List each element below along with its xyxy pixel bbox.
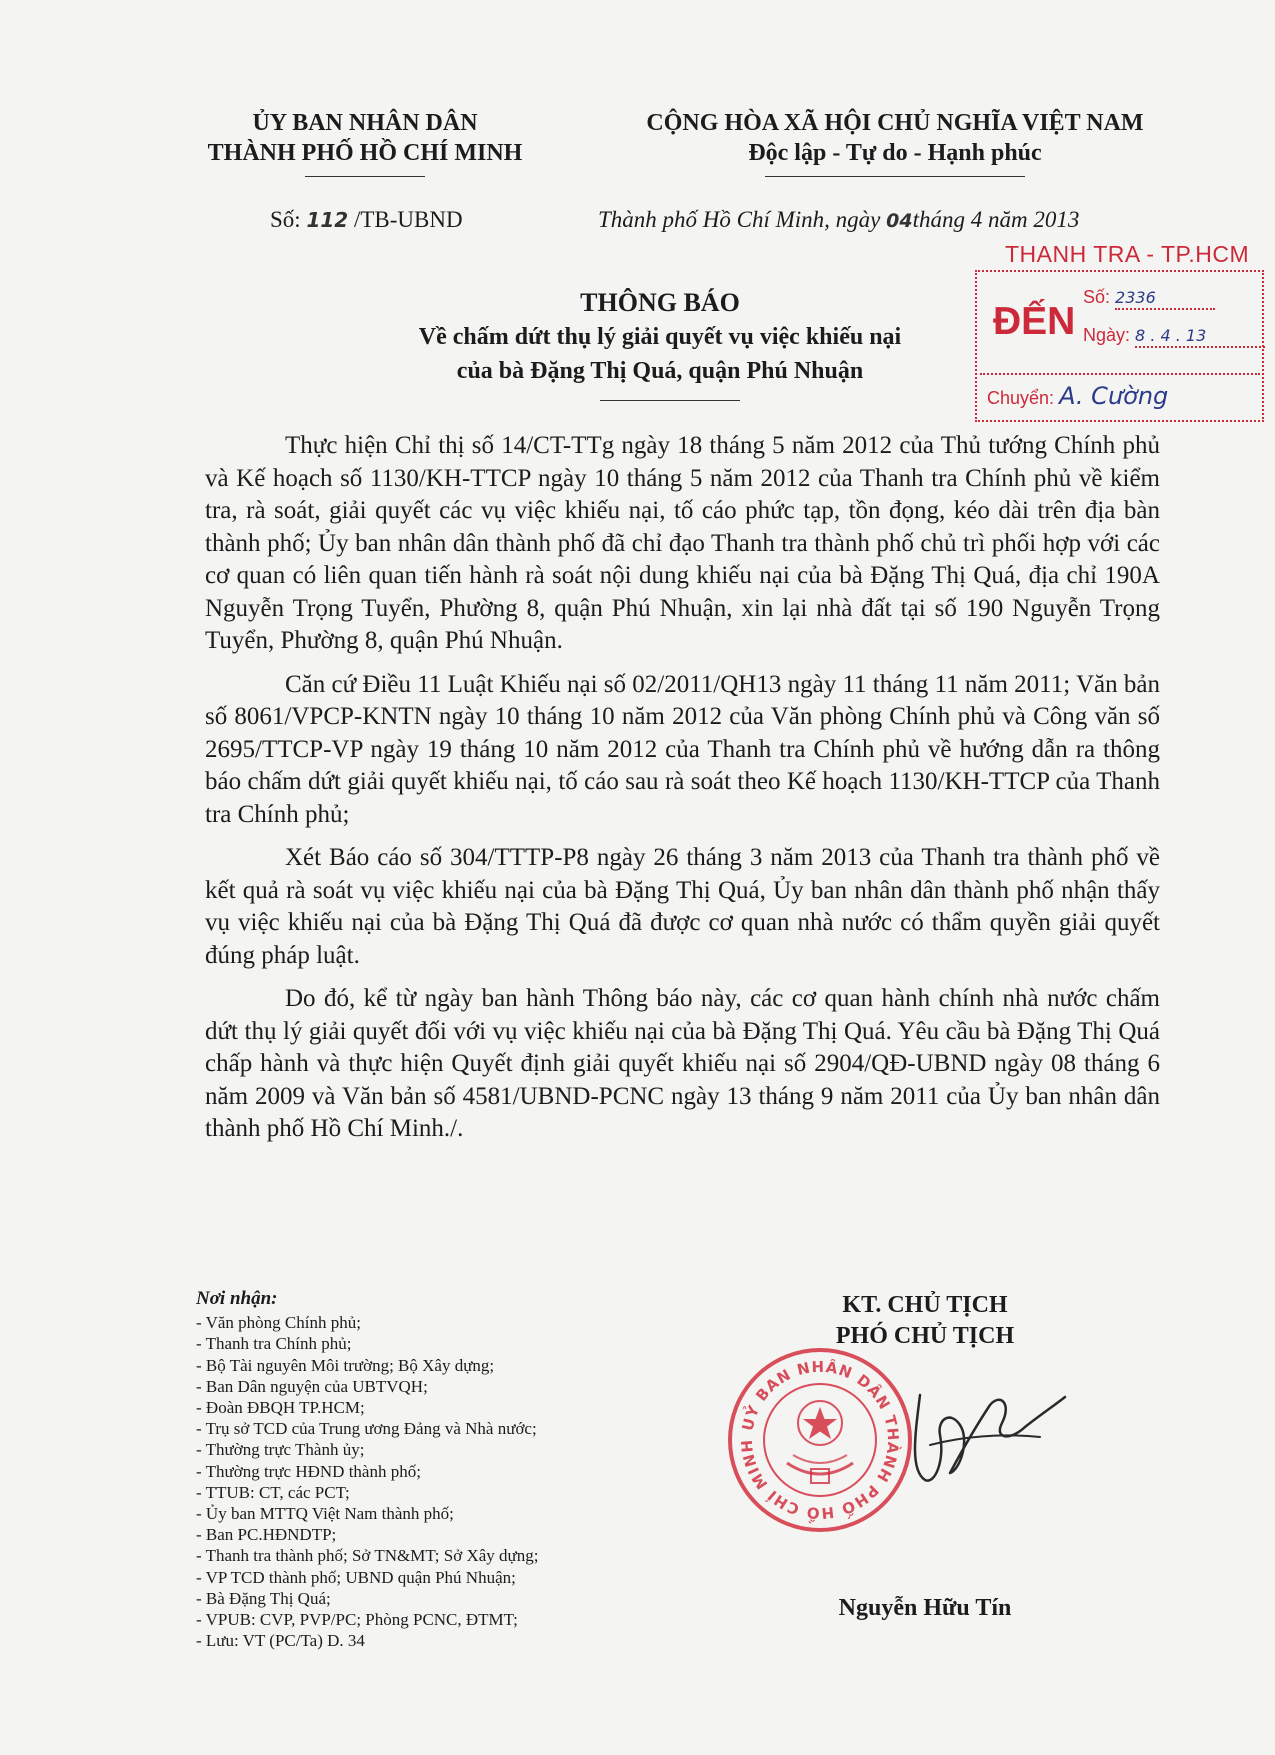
signer-authority: KT. CHỦ TỊCH xyxy=(842,1292,1008,1318)
recipient-item: - Lưu: VT (PC/Ta) D. 34 xyxy=(196,1631,365,1651)
stamp-divider xyxy=(980,373,1260,375)
body-paragraph-3: Xét Báo cáo số 304/TTTP-P8 ngày 26 tháng 3 năm 2013 của Thanh tra thành phố về kết quả rà soát vụ việc khiếu nại của bà Đặng Thị Quá, Ủy ban nhân dân thành phố nhận thấy vụ việc khiếu nại của bà Đặng Thị Quá đã được cơ quan nhà nước có thẩm quyền giải quyết đúng pháp luật. xyxy=(205,844,1160,969)
document-body xyxy=(205,430,1160,1157)
recipient-item: - VP TCD thành phố; UBND quận Phú Nhuận; xyxy=(196,1567,516,1587)
title-subject-line-2: của bà Đặng Thị Quá, quận Phú Nhuận xyxy=(456,358,864,384)
recipient-item: - Bộ Tài nguyên Môi trường; Bộ Xây dựng; xyxy=(196,1355,495,1375)
motto-underline xyxy=(765,176,1025,177)
recipient-item: - Trụ sở TCD của Trung ương Đảng và Nhà nước; xyxy=(196,1419,537,1439)
body-paragraph-1: Thực hiện Chỉ thị số 14/CT-TTg ngày 18 tháng 5 năm 2012 của Thủ tướng Chính phủ và Kế hoạch số 1130/KH-TTCP ngày 10 tháng 5 năm 2012 của Thanh tra Chính phủ về kiểm tra, rà soát, giải quyết các vụ việc khiếu nại, tố cáo phức tạp, tồn đọng, kéo dài trên địa bàn thành phố; Ủy ban nhân dân thành phố đã chỉ đạo Thanh tra thành phố chủ trì phối hợp với các cơ quan có liên quan tiến hành rà soát nội dung khiếu nại của bà Đặng Thị Quá, địa chỉ 190A Nguyễn Trọng Tuyển, Phường 8, quận Phú Nhuận, xin lại nhà đất tại số 190 Nguyễn Trọng Tuyển, Phường 8, quận Phú Nhuận. xyxy=(205,432,1160,654)
issuer-header xyxy=(170,108,560,168)
stamp-ngay-row xyxy=(1083,325,1265,348)
recipient-item: - Đoàn ĐBQH TP.HCM; xyxy=(196,1398,365,1418)
issuer-underline xyxy=(305,176,425,177)
stamp-chuyen-label: Chuyển: xyxy=(987,388,1055,408)
national-title: CỘNG HÒA XÃ HỘI CHỦ NGHĨA VIỆT NAM xyxy=(646,110,1144,136)
seal-star-icon xyxy=(803,1407,837,1439)
received-stamp xyxy=(975,241,1265,422)
stamp-chuyen-value: A. Cường xyxy=(1059,382,1169,410)
signer-name: Nguyễn Hữu Tín xyxy=(838,1595,1012,1621)
recipient-item: - Ủy ban MTTQ Việt Nam thành phố; xyxy=(196,1504,454,1524)
recipients-title: Nơi nhận: xyxy=(196,1288,278,1309)
place-date xyxy=(598,207,1079,233)
stamp-ngay-value: 8 . 4 . 13 xyxy=(1135,326,1207,345)
stamp-so-row xyxy=(1083,287,1215,310)
issuer-line-1: ỦY BAN NHÂN DÂN xyxy=(252,110,478,136)
signature-block xyxy=(760,1290,1090,1352)
document-number-suffix: /TB-UBND xyxy=(353,207,463,232)
official-seal xyxy=(725,1345,915,1535)
stamp-chuyen-row xyxy=(987,382,1168,410)
signer-position: PHÓ CHỦ TỊCH xyxy=(835,1323,1015,1349)
document-number xyxy=(270,207,463,233)
body-paragraph-2: Căn cứ Điều 11 Luật Khiếu nại số 02/2011/QH13 ngày 11 tháng 11 năm 2011; Văn bản số 8061/VPCP-KNTN ngày 10 tháng 10 năm 2012 của Văn phòng Chính phủ và Công văn số 2695/TTCP-VP ngày 19 tháng 10 năm 2012 của Thanh tra Chính phủ về hướng dẫn ra thông báo chấm dứt giải quyết khiếu nại, tố cáo sau rà soát theo Kế hoạch 1130/KH-TTCP của Thanh tra Chính phủ; xyxy=(205,670,1160,828)
recipient-item: - VPUB: CVP, PVP/PC; Phòng PCNC, ĐTMT; xyxy=(196,1610,518,1630)
title-underline xyxy=(600,400,740,401)
title-main: THÔNG BÁO xyxy=(580,288,740,317)
stamp-ngay-label: Ngày: xyxy=(1083,325,1131,345)
recipient-item: - Ban PC.HĐNDTP; xyxy=(196,1525,337,1545)
place-date-suffix: tháng 4 năm 2013 xyxy=(912,207,1080,232)
national-header xyxy=(590,108,1200,168)
recipient-item: - Thanh tra Chính phủ; xyxy=(196,1334,352,1354)
place-date-day: 04 xyxy=(886,210,913,232)
seal-ring-text: UỶ BAN NHÂN DÂN THÀNH PHỐ HỒ CHÍ MINH xyxy=(737,1357,903,1523)
stamp-den-label: ĐẾN xyxy=(993,300,1076,343)
recipient-item: - Thường trực Thành ủy; xyxy=(196,1440,365,1460)
issuer-line-2: THÀNH PHỐ HỒ CHÍ MINH xyxy=(207,140,523,166)
body-paragraph-4: Do đó, kể từ ngày ban hành Thông báo này, các cơ quan hành chính nhà nước chấm dứt thụ lý giải quyết đối với vụ việc khiếu nại của bà Đặng Thị Quá. Yêu cầu bà Đặng Thị Quá chấp hành và thực hiện Quyết định giải quyết khiếu nại số 2904/QĐ-UBND ngày 08 tháng 6 năm 2009 và Văn bản số 4581/UBND-PCNC ngày 13 tháng 9 năm 2011 của Ủy ban nhân dân thành phố Hồ Chí Minh./. xyxy=(205,985,1160,1142)
document-number-prefix: Số: xyxy=(270,207,301,232)
national-motto: Độc lập - Tự do - Hạnh phúc xyxy=(748,140,1042,166)
recipients-list xyxy=(196,1288,538,1651)
svg-text:UỶ BAN NHÂN DÂN THÀNH PHỐ HỒ C xyxy=(738,1357,903,1526)
document-title xyxy=(350,286,970,388)
recipient-item: - Ban Dân nguyện của UBTVQH; xyxy=(196,1376,428,1396)
title-subject-line-1: Về chấm dứt thụ lý giải quyết vụ việc khiếu nại xyxy=(418,324,902,350)
stamp-so-label: Số: xyxy=(1083,287,1111,307)
recipient-item: - TTUB: CT, các PCT; xyxy=(196,1482,350,1502)
handwritten-signature xyxy=(890,1375,1070,1495)
recipient-item: - Thanh tra thành phố; Sở TN&MT; Sở Xây dựng; xyxy=(196,1546,539,1566)
stamp-so-value: 2336 xyxy=(1115,288,1156,307)
place-date-prefix: Thành phố Hồ Chí Minh, ngày xyxy=(598,207,881,232)
recipient-item: - Bà Đặng Thị Quá; xyxy=(196,1588,331,1608)
stamp-title: THANH TRA - TP.HCM xyxy=(1005,241,1250,267)
document-number-handwritten: 112 xyxy=(306,208,349,232)
recipient-item: - Văn phòng Chính phủ; xyxy=(196,1313,361,1333)
recipient-item: - Thường trực HĐND thành phố; xyxy=(196,1461,421,1481)
